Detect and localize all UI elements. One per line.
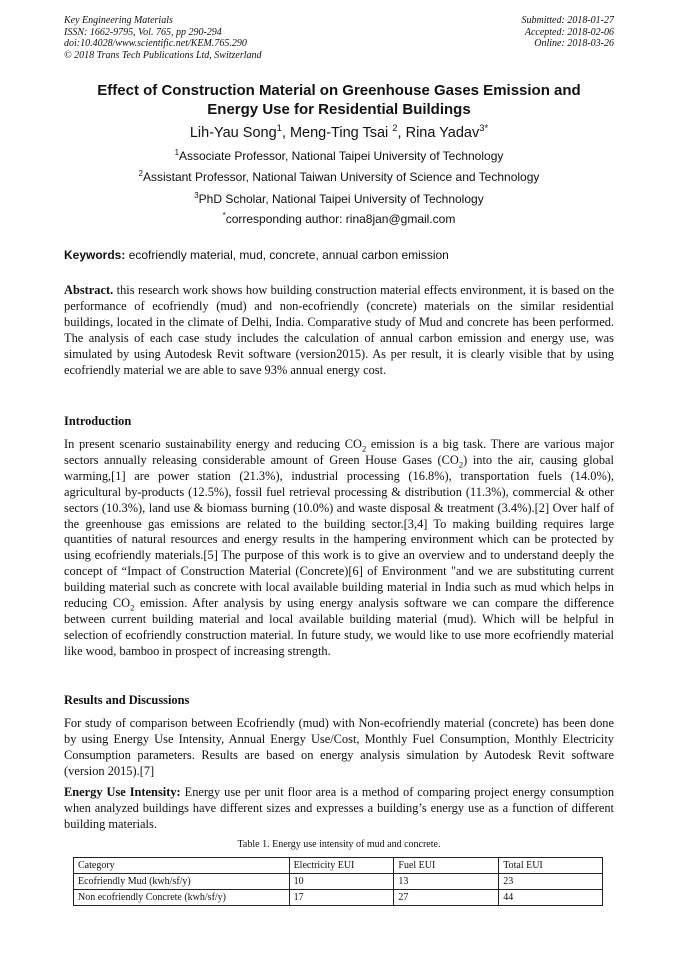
table-row <box>74 890 603 906</box>
affiliation-2 <box>64 170 614 184</box>
table-cell: 27 <box>394 890 499 906</box>
accepted-date: Accepted: 2018-02-06 <box>524 26 614 38</box>
affiliation-marker: 2 <box>138 169 143 178</box>
journal-name: Key Engineering Materials <box>64 15 173 26</box>
abstract-label: Abstract. <box>64 283 114 297</box>
affiliation-1 <box>64 149 614 163</box>
table-header-row <box>74 858 603 874</box>
introduction-paragraph <box>64 437 614 660</box>
corresponding-author <box>64 212 614 226</box>
author-3: Rina Yadav <box>405 125 480 141</box>
affiliation-marker: * <box>222 211 226 220</box>
table-caption: Table 1. Energy use intensity of mud and concrete. <box>237 839 441 850</box>
affiliation-text: Assistant Professor, National Taiwan University of Science and Technology <box>142 170 540 184</box>
table-cell: 23 <box>499 874 603 890</box>
table-header-cell: Total EUI <box>499 858 603 874</box>
intro-text: emission is a big task. There are various major sectors annually releasing considerable amount of Green House Gases (CO <box>64 437 614 467</box>
affiliation-text: PhD Scholar, National Taipei University of Technology <box>198 192 484 206</box>
author-1: Lih-Yau Song <box>189 125 277 141</box>
table-cell: Ecofriendly Mud (kwh/sf/y) <box>74 874 290 890</box>
author-2: Meng-Ting Tsai <box>289 125 393 141</box>
eui-table <box>73 857 603 906</box>
table-row <box>74 874 603 890</box>
introduction-heading: Introduction <box>64 414 132 428</box>
table-cell: Non ecofriendly Concrete (kwh/sf/y) <box>74 890 290 906</box>
table-cell: 13 <box>394 874 499 890</box>
table-header-cell: Category <box>74 858 290 874</box>
affiliation-3 <box>64 192 614 206</box>
keywords <box>64 248 614 262</box>
author-2-affil: 2 <box>392 122 398 134</box>
author-separator: , <box>397 125 406 141</box>
title-line-2: Energy Use for Residential Buildings <box>207 101 471 118</box>
copyright: © 2018 Trans Tech Publications Ltd, Switzerland <box>64 49 262 61</box>
results-paragraph: For study of comparison between Ecofriendly (mud) with Non-ecofriendly material (concrete) has been done by using Energy Use Intensity, Annual Energy Use/Cost, Monthly Fuel Consumption, Monthly Electricity Consumption parameters. Results are based on energy analysis simulation by Autodesk Revit software (version 2015).[7] <box>64 716 614 778</box>
title-line-1: Effect of Construction Material on Greenhouse Gases Emission and <box>97 82 581 99</box>
issn: ISSN: 1662-9795, Vol. 765, pp 290-294 <box>64 26 222 38</box>
journal-info <box>64 15 262 61</box>
keywords-label: Keywords: <box>64 248 126 262</box>
table-header-cell: Electricity EUI <box>289 858 394 874</box>
author-list <box>64 124 614 142</box>
intro-text: ) into the air, causing global warming,[1] are power station (21.3%), industrial processing (16.8%), transportation fuels (14.0%), agricultural by-products (12.5%), fossil fuel retrieval processing & distribution (11.3%), commercial & other sectors (10.3%), land use & biomass burning (10.0%) and waste disposal & treatment (3.4%).[2] Over half of the greenhouse gas emissions are related to the building sector.[3,4] To making building requires large quantities of natural resources and energy results in the hampering environment which can be protected by using ecofriendly materials.[5] The purpose of this work is to give an overview and to understand deeply the concept of “Impact of Construction Material (Concrete)[6] of Environment "and we are substituting current building material such as concrete with local available building material in India such as mud which helps in reducing CO <box>64 452 614 611</box>
intro-text: In present scenario sustainability energy and reducing CO <box>64 437 362 451</box>
eui-label: Energy Use Intensity: <box>64 785 181 799</box>
table-cell: 10 <box>289 874 394 890</box>
eui-text: Energy use per unit floor area is a method of comparing project energy consumption when analyzed buildings have different sizes and expresses a building’s energy use as a function of different building materials. <box>64 785 615 831</box>
intro-text: emission. After analysis by using energy analysis software we can compare the difference between current building material and local available building material (mud). Which will be helpful in selection of ecofriendly construction material. In future study, we would like to use more ecofriendly material like wood, bamboo in prospect of increasing strength. <box>64 596 614 658</box>
author-separator: , <box>281 125 290 141</box>
results-heading: Results and Discussions <box>64 693 190 707</box>
author-3-affil: 3* <box>479 122 489 134</box>
affiliation-marker: 3 <box>194 191 199 200</box>
affiliation-text: Associate Professor, National Taipei University of Technology <box>178 149 504 163</box>
keywords-text: ecofriendly material, mud, concrete, annual carbon emission <box>125 248 449 262</box>
table-header-cell: Fuel EUI <box>394 858 499 874</box>
subscript: 2 <box>458 459 464 470</box>
publication-dates <box>522 15 615 50</box>
subscript: 2 <box>361 443 367 454</box>
corresponding-email[interactable]: corresponding author: rina8jan@gmail.com <box>225 212 456 226</box>
abstract <box>64 283 614 378</box>
table-cell: 17 <box>289 890 394 906</box>
eui-paragraph <box>64 785 614 833</box>
paper-title <box>64 81 614 119</box>
submitted-date: Submitted: 2018-01-27 <box>521 15 614 26</box>
author-1-affil: 1 <box>276 122 282 134</box>
table-cell: 44 <box>499 890 603 906</box>
online-date: Online: 2018-03-26 <box>534 38 614 49</box>
doi: doi:10.4028/www.scientific.net/KEM.765.290 <box>64 38 247 49</box>
affiliation-marker: 1 <box>174 148 179 157</box>
subscript: 2 <box>130 602 135 613</box>
abstract-text: this research work shows how building construction material effects environment, it is based on the performance of ecofriendly (mud) and non-ecofriendly (concrete) materials on the similar residential buildings, located in the climate of Delhi, India. Comparative study of Mud and concrete has been performed. The analysis of each case study includes the calculation of annual carbon emission and energy use, was simulated by using Autodesk Revit software (version2015). As per result, it is clearly visible that by using ecofriendly material we are able to save 93% annual energy cost. <box>64 283 614 377</box>
